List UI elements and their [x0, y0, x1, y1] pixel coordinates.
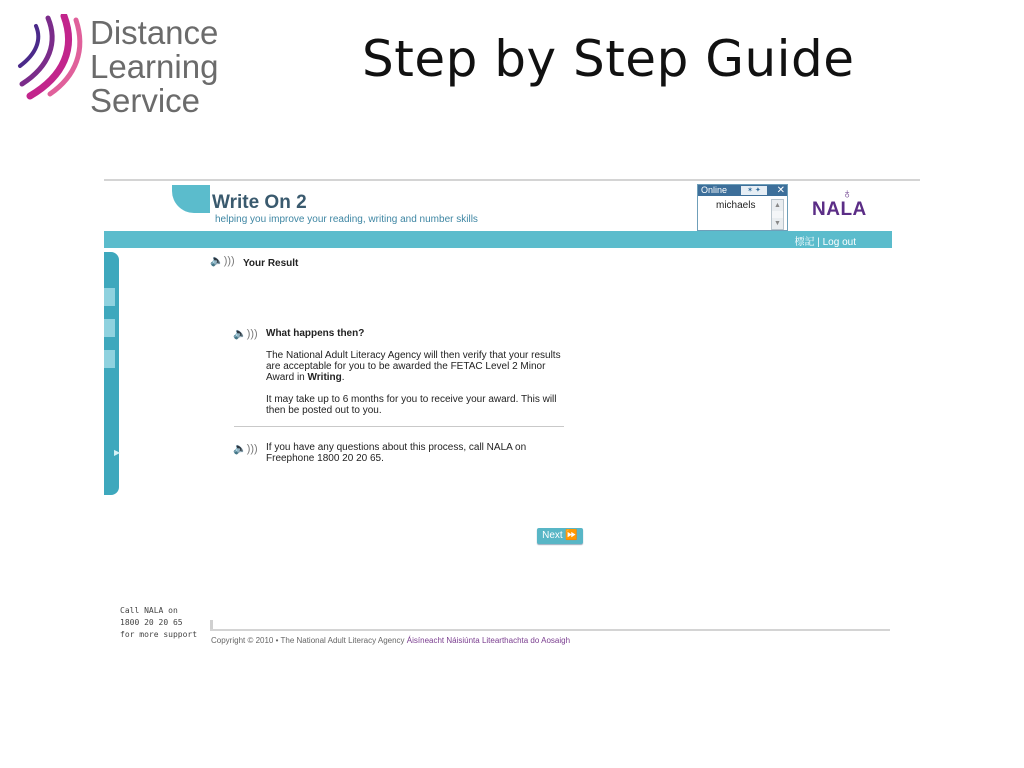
call-nala-note: [120, 605, 197, 641]
logo-line: Service: [90, 82, 201, 119]
write-on-logo-shape: [172, 185, 210, 213]
online-panel-header: [698, 185, 787, 196]
divider: [234, 426, 564, 427]
scrollbar[interactable]: [771, 199, 784, 230]
call-line: 1800 20 20 65: [120, 618, 183, 627]
nala-person-icon: ♁: [842, 185, 853, 201]
side-menu-tab[interactable]: [104, 252, 119, 495]
close-icon[interactable]: ✕: [776, 185, 785, 196]
distance-learning-service-logo: [14, 14, 224, 119]
questions-paragraph: If you have any questions about this process, call NALA on Freephone 1800 20 20 65.: [266, 442, 527, 464]
call-line: Call NALA on: [120, 606, 178, 615]
speaker-icon[interactable]: 🔈))): [233, 443, 258, 455]
verify-paragraph: [266, 350, 566, 383]
award-paragraph: It may take up to 6 months for you to receive your award. This will then be posted out to you.: [266, 394, 557, 416]
arcs-icon: [14, 14, 92, 104]
nala-logo: NALA: [812, 199, 867, 220]
side-menu-item[interactable]: [104, 319, 115, 337]
irish-name-link[interactable]: Áisíneacht Náisiúnta Litearthachta do Aosaigh: [406, 636, 571, 645]
copyright: [211, 636, 570, 645]
side-menu-item[interactable]: [104, 288, 115, 306]
call-line: for more support: [120, 630, 198, 639]
app-screenshot: [104, 179, 920, 659]
speaker-icon[interactable]: 🔈))): [210, 255, 235, 267]
link-separator: |: [817, 237, 820, 248]
online-users-panel[interactable]: [697, 184, 788, 231]
divider: [104, 179, 920, 181]
app-title: Write On 2: [212, 192, 307, 213]
expand-arrow-icon[interactable]: ▶: [114, 448, 121, 457]
para-bold: Writing: [307, 372, 342, 383]
scroll-down-icon[interactable]: ▼: [772, 218, 783, 229]
app-tagline: helping you improve your reading, writing and number skills: [215, 214, 478, 225]
para-text: .: [341, 372, 345, 383]
tags-link[interactable]: 標記: [794, 237, 815, 248]
slide-title: Step by Step Guide: [362, 30, 855, 88]
tags-icon[interactable]: ✶ ✦: [741, 186, 767, 195]
divider: [210, 629, 890, 631]
side-menu-item[interactable]: [104, 350, 115, 368]
section-title: Your Result: [243, 258, 299, 269]
nav-bar: [104, 231, 892, 248]
logout-link[interactable]: Log out: [822, 237, 856, 248]
para-text: The National Adult Literacy Agency will then verify that your results are acceptable for you to be awarded the FETAC Level 2 Minor Award in: [266, 350, 561, 383]
next-button[interactable]: Next ⏩: [537, 528, 583, 544]
what-happens-title: What happens then?: [266, 328, 365, 339]
logo-line: Learning: [90, 48, 219, 85]
online-label: Online: [701, 185, 728, 195]
copyright-text: Copyright © 2010 • The National Adult Literacy Agency: [211, 636, 405, 645]
speaker-icon[interactable]: 🔈))): [233, 328, 258, 340]
scroll-up-icon[interactable]: ▲: [772, 200, 783, 211]
online-user[interactable]: michaels: [716, 200, 756, 211]
logo-line: Distance: [90, 14, 219, 51]
